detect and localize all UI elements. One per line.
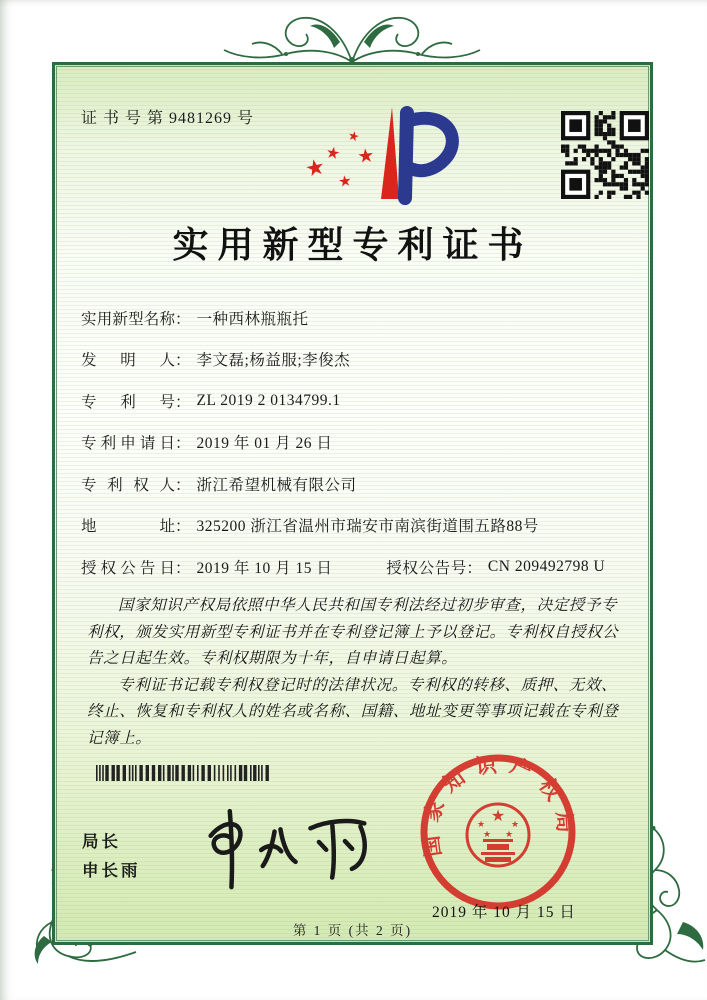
field-list	[81, 297, 634, 588]
field-value: CN 209492798 U	[487, 557, 606, 575]
field-colon: ：	[175, 518, 191, 536]
svg-text:★: ★	[346, 127, 362, 145]
official-seal-icon	[417, 751, 579, 913]
field-label: 专利号	[81, 393, 175, 411]
field-colon: ：	[175, 352, 191, 370]
signer-title: 局长	[82, 833, 121, 851]
certificate-title: 实用新型专利证书	[172, 225, 533, 265]
svg-text:★: ★	[324, 144, 342, 164]
field-row-patentee	[81, 463, 634, 505]
field-colon: ：	[175, 476, 191, 494]
field-colon: ：	[175, 559, 191, 577]
svg-text:★: ★	[356, 145, 376, 168]
svg-text:★: ★	[490, 808, 506, 825]
field-label: 授权公告号	[386, 559, 467, 577]
field-value: 浙江希望机械有限公司	[196, 476, 357, 494]
field-value: 325200 浙江省温州市瑞安市南滨街道围五路88号	[196, 518, 539, 536]
field-row-inventor	[81, 339, 634, 381]
field-value: 2019 年 10 月 15 日	[196, 559, 333, 577]
field-label: 地址	[81, 518, 175, 536]
svg-text:★: ★	[337, 173, 353, 191]
certificate-number: 证 书 号 第 9481269 号	[81, 110, 255, 127]
barcode-icon	[96, 765, 272, 781]
field-label: 实用新型名称	[81, 310, 175, 328]
cnipa-logo-icon	[295, 99, 465, 209]
svg-text:★: ★	[476, 819, 486, 829]
field-colon: ：	[466, 559, 482, 577]
director-signature-icon	[191, 794, 389, 896]
field-colon: ：	[175, 435, 191, 453]
national-emblem-icon	[467, 804, 529, 866]
field-label: 发明人	[81, 352, 175, 370]
certificate-body	[52, 62, 653, 945]
field-value: 一种西林瓶瓶托	[196, 310, 309, 328]
signer-block	[82, 828, 141, 886]
legal-paragraph-1: 国家知识产权局依照中华人民共和国专利法经过初步审查，决定授予专利权，颁发实用新型专利证书并在专利登记簿上予以登记。专利权自授权公告之日起生效。专利权期限为十年，自申请日起算。	[87, 597, 619, 667]
legal-paragraph-2: 专利证书记载专利权登记时的法律状况。专利权的转移、质押、无效、终止、恢复和专利权人的姓名或名称、国籍、地址变更等事项记载在专利登记簿上。	[87, 676, 619, 747]
seal-text: 国家知识产权局	[417, 751, 578, 859]
field-grant-date	[81, 556, 332, 578]
qr-code-icon	[561, 111, 649, 199]
field-value: 李文磊;杨益服;李俊杰	[196, 352, 351, 370]
field-value: ZL 2019 2 0134799.1	[196, 391, 341, 409]
field-row-patent-number	[81, 380, 634, 422]
field-label: 专利申请日	[81, 435, 175, 453]
field-row-name	[81, 297, 634, 339]
field-grant-number	[386, 556, 605, 578]
top-border-flourish-icon	[222, 4, 482, 66]
field-label: 授权公告日	[81, 559, 175, 577]
field-colon: ：	[175, 310, 191, 328]
svg-text:★: ★	[504, 829, 514, 839]
field-row-address	[81, 505, 634, 547]
field-row-filing-date	[81, 422, 634, 464]
svg-text:★: ★	[482, 829, 492, 839]
page-number: 第 1 页 (共 2 页)	[292, 923, 413, 938]
signer-name: 申长雨	[82, 862, 141, 880]
field-value: 2019 年 01 月 26 日	[196, 435, 333, 453]
field-row-grant	[81, 546, 634, 588]
field-label: 专利权人	[81, 476, 175, 494]
svg-text:★: ★	[510, 819, 520, 829]
legal-text	[87, 593, 628, 752]
svg-text:★: ★	[302, 153, 328, 182]
field-colon: ：	[175, 393, 191, 411]
seal-date: 2019 年 10 月 15 日	[432, 904, 576, 921]
